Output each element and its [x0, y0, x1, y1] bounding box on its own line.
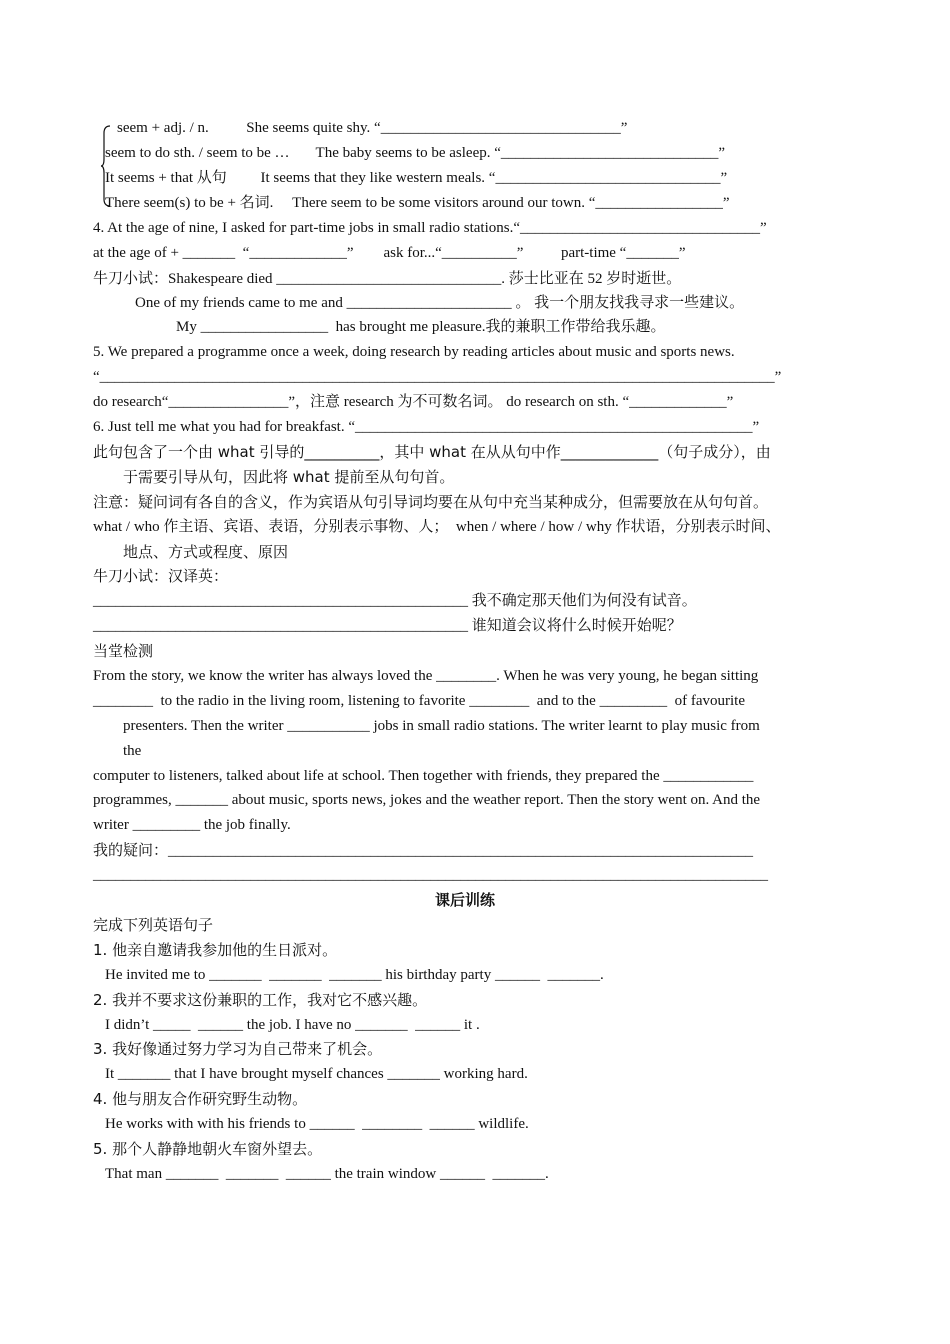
q4-phrases: at the age of + _______ “_____________” ask for...“__________” part-time “_______”: [93, 245, 686, 261]
check-line-4: the: [123, 743, 142, 759]
q5-sentence: 5. We prepared a programme once a week, doing research by reading articles about music and sports news.: [93, 344, 735, 360]
try-label: 牛刀小试：: [93, 269, 169, 287]
my-question-label: 我的疑问：: [93, 841, 169, 859]
homework-title: 课后训练: [435, 891, 496, 909]
homework-item-en: He works with with his friends to ______ ________ ______ wildlife.: [105, 1116, 529, 1132]
check-line-7: writer _________ the job finally.: [93, 817, 291, 833]
q6-try-label: 牛刀小试：汉译英：: [93, 567, 229, 585]
homework-item-en: I didn’t _____ ______ the job. I have no _______ ______ it .: [105, 1017, 480, 1033]
my-question-line-2: __________________________________________________________________________________________: [93, 867, 768, 883]
seem-rule-3: It seems + that 从句 It seems that they like western meals. “______________________________”: [105, 170, 728, 186]
q4-try-3: My _________________ has brought me pleasure.我的兼职工作带给我乐趣。: [176, 319, 666, 335]
homework-item-cn: 4. 他与朋友合作研究野生动物。: [93, 1090, 308, 1108]
homework-item-en: He invited me to _______ _______ _______ his birthday party ______ _______.: [105, 967, 604, 983]
seem-rule-4: There seem(s) to be + 名词. There seem to be some visitors around our town. “_________________”: [105, 195, 730, 211]
check-line-2: ________ to the radio in the living room, listening to favorite ________ and to the _________ of favourite: [93, 693, 745, 709]
seem-rule-2: seem to do sth. / seem to be … The baby seems to be asleep. “_____________________________”: [105, 145, 726, 161]
q6-analysis-2: 于需要引导从句，因此将 what 提前至从句句首。: [123, 468, 455, 486]
q4-try-line: [93, 268, 681, 289]
homework-item-en: That man _______ _______ ______ the train window ______ _______.: [105, 1166, 549, 1182]
q6-sentence: 6. Just tell me what you had for breakfast. “_____________________________________________________”: [93, 419, 760, 435]
q5-note: do research“________________”，注意 research 为不可数名词。 do research on sth. “_____________”: [93, 394, 734, 410]
q5-blank: “__________________________________________________________________________________________”: [93, 369, 782, 385]
check-line-3: presenters. Then the writer ___________ jobs in small radio stations. The writer learnt to play music from: [123, 718, 760, 734]
check-line-1: From the story, we know the writer has always loved the ________. When he was very young, he began sitting: [93, 668, 759, 684]
q6-note-1: 注意：疑问词有各自的含义，作为宾语从句引导词均要在从句中充当某种成分，但需要放在从句句首。: [93, 493, 769, 511]
homework-item-cn: 1. 他亲自邀请我参加他的生日派对。: [93, 941, 338, 959]
q6-note-3: 地点、方式或程度、原因: [123, 543, 289, 561]
homework-item-cn: 5. 那个人静静地朝火车窗外望去。: [93, 1140, 323, 1158]
q6-analysis-1: 此句包含了一个由 what 引导的__________，其中 what 在从从句中作_____________（句子成分），由: [93, 443, 771, 461]
check-line-6: programmes, _______ about music, sports news, jokes and the weather report. Then the story went on. And the: [93, 792, 761, 808]
q4-try-2: One of my friends came to me and ______________________ 。 我一个朋友找我寻求一些建议。: [135, 295, 745, 311]
check-line-5: computer to listeners, talked about life at school. Then together with friends, they prepared the ____________: [93, 768, 754, 784]
q6-translate-1: __________________________________________________ 我不确定那天他们为何没有试音。: [93, 593, 697, 609]
homework-instruction: 完成下列英语句子: [93, 916, 214, 934]
my-question-line: ______________________________________________________________________________: [168, 843, 754, 859]
my-question: [93, 840, 753, 861]
homework-item-en: It _______ that I have brought myself chances _______ working hard.: [105, 1066, 528, 1082]
homework-item-cn: 3. 我好像通过努力学习为自己带来了机会。: [93, 1040, 383, 1058]
q6-translate-2: __________________________________________________ 谁知道会议将什么时候开始呢？: [93, 618, 682, 634]
homework-item-cn: 2. 我并不要求这份兼职的工作，我对它不感兴趣。: [93, 991, 428, 1009]
q4-try-1: Shakespeare died ______________________________. 莎士比亚在 52 岁时逝世。: [168, 271, 682, 287]
q6-note-2: what / who 作主语、宾语、表语，分别表示事物、人； when / where / how / why 作状语，分别表示时间、: [93, 519, 781, 535]
q4-sentence: 4. At the age of nine, I asked for part-time jobs in small radio stations.“________________________________”: [93, 220, 767, 236]
check-title: 当堂检测: [93, 642, 154, 660]
seem-rule-1: seem + adj. / n. She seems quite shy. “________________________________”: [117, 120, 628, 136]
